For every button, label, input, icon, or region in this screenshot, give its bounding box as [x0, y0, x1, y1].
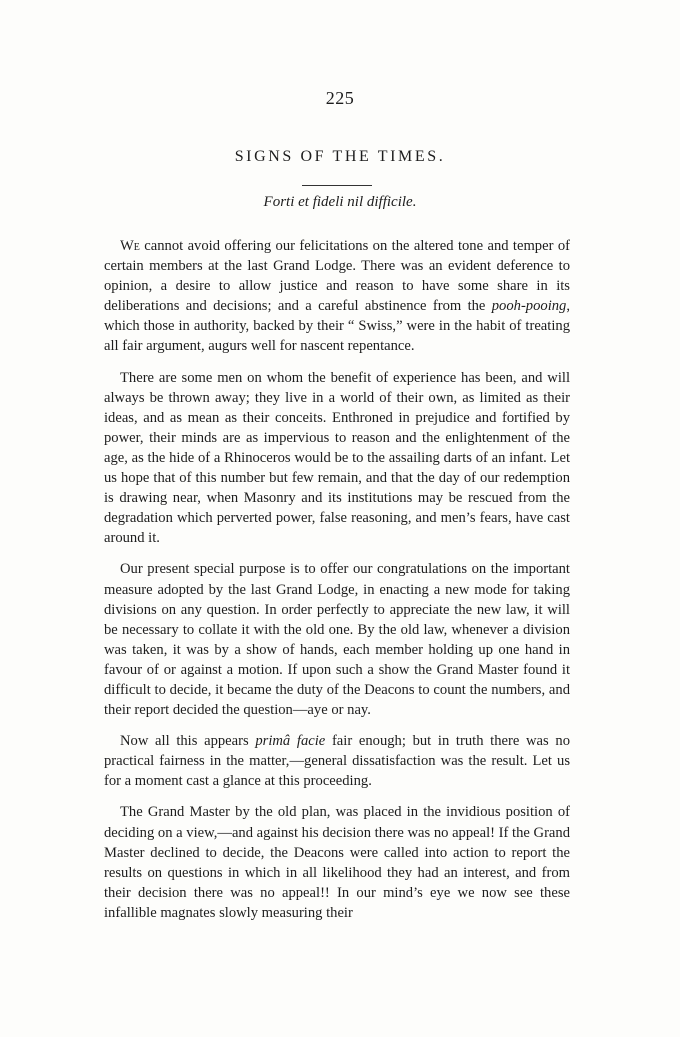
paragraph-4	[104, 731, 570, 791]
paragraph-4-lead: Now all this appears	[120, 733, 256, 750]
paragraph-5: The Grand Master by the old plan, was placed in the invidious position of deciding on a view,—and against his decision there was no appeal! If the Grand Master declined to decide, the Deacons were called into action to report the results on questions in which in all likelihood they had an interest, and from their decision there was no appeal!! In our mind’s eye we now see these infallible magnates slowly measuring their	[104, 804, 570, 921]
paragraph-4-tail: fair enough; but in truth there was no practical fairness in the matter,—general dissatisfaction was the result. Let us for a moment cast a glance at this proceeding.	[104, 733, 570, 790]
page-number: 225	[325, 88, 355, 108]
title-divider	[302, 185, 372, 186]
paragraph-2: There are some men on whom the benefit of experience has been, and will always be thrown away; they live in a world of their own, as limited as their ideas, and as mean as their conceits. Enthroned in prejudice and fortified by power, their minds are as impervious to reason and the enlightenment of the age, as the hide of a Rhinoceros would be to the assailing darts of an infant. Let us hope that of this number but few remain, and that the day of our redemption is drawing near, when Masonry and its institutions may be rescued from the degradation which perverted power, false reasoning, and men’s fears, have cast around it.	[104, 369, 570, 547]
article-motto: Forti et fideli nil difficile.	[263, 194, 417, 210]
paragraph-1	[104, 236, 570, 357]
paragraph-3: Our present special purpose is to offer our congratulations on the important measure adopted by the last Grand Lodge, in enacting a new mode for taking divisions on any question. In order perfectly to appreciate the new law, it will be necessary to collate it with the old one. By the old law, whenever a division was taken, it was by a show of hands, each member holding up one hand in favour of or against a motion. If upon such a show the Grand Master found it difficult to decide, it became the duty of the Deacons to count the numbers, and their report decided the question—aye or nay.	[104, 561, 570, 719]
article-body	[104, 236, 570, 934]
article-title: SIGNS OF THE TIMES.	[234, 148, 446, 165]
paragraph-4-emphasis: primâ facie	[255, 733, 326, 750]
paragraph-1-text: cannot avoid offering our felicitations on the altered tone and temper of certain members at the last Grand Lodge. There was an evident deference to opinion, a desire to allow justice and reason to have some share in its deliberations and decisions; and a careful abstinence from the	[104, 238, 570, 315]
paragraph-1-tail: , which those in authority, backed by their “ Swiss,” were in the habit of treating all fair argument, augurs well for nascent repentance.	[104, 298, 570, 355]
paragraph-1-emphasis: pooh-pooing	[491, 298, 567, 315]
paragraph-1-lead: We	[120, 238, 140, 254]
